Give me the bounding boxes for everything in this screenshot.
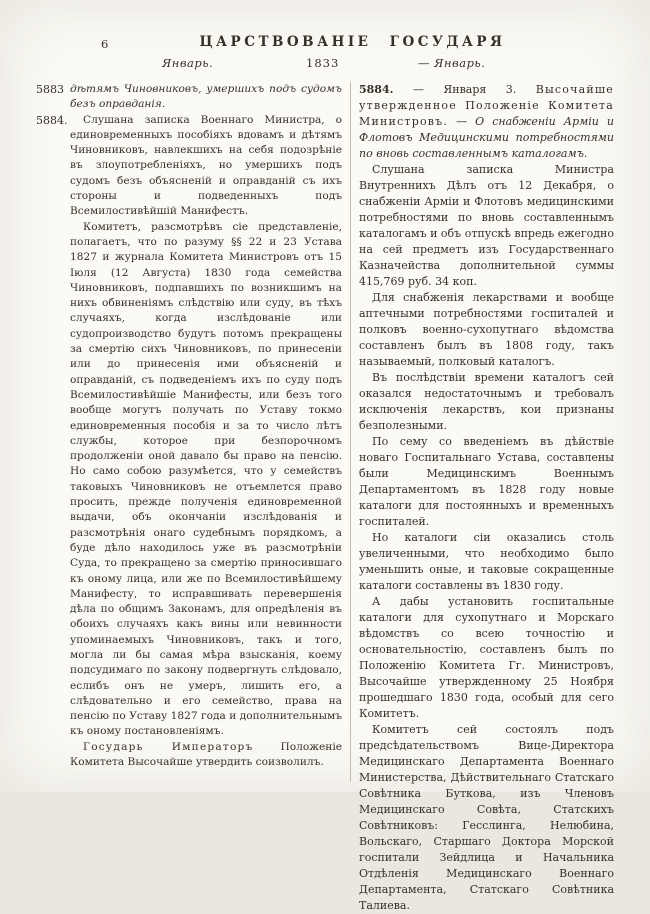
column-divider-rule <box>350 82 351 782</box>
entry-subtitle: — О снабженіи Арміи и Флотовъ Медицинскими потребностями по вновь составленнымъ каталогамъ. <box>359 115 614 160</box>
entry-date: — Января 3. <box>412 83 517 96</box>
paragraph <box>359 434 614 530</box>
month-right-label: — Январь. <box>418 56 486 70</box>
margin-entry-number-5883: 5883 <box>36 83 64 96</box>
paragraph <box>359 594 614 722</box>
paragraph-text: Положеніе Комитета Высочайше утвердить соизволилъ. <box>70 740 342 769</box>
page-number: 6 <box>101 37 109 51</box>
paragraph <box>70 220 342 740</box>
month-left-label: Январь. <box>162 56 214 70</box>
paragraph-text: Въ послѣдствіи времени каталогъ сей оказался недостаточнымъ и требовалъ исключенія лекарствъ, кои признаны безполезными. <box>359 371 614 432</box>
paragraph-text: А дабы установить госпитальные каталоги для сухопутнаго и Морскаго вѣдомствъ со всею точностію и основательностію, составленъ былъ по Положенію Комитета Гг. Министровъ, Высочайше утвержденному 25 Ноября прошедшаго 1830 года, особый для сего Комитетъ. <box>359 595 614 720</box>
text-columns <box>36 82 615 912</box>
paragraph <box>359 370 614 434</box>
paragraph <box>359 162 614 290</box>
paragraph-text: Комитетъ сей состоялъ подъ предсѣдательствомъ Вице-Директора Медицинскаго Департамента Военнаго Министерства, Дѣйствительнаго Статскаго Совѣтника Буткова, изъ Членовъ Медицинскаго Совѣта, Статскихъ Совѣтниковъ: Гесслинга, Нелюбина, Вольскаго, Старшаго Доктора Морской госпитали Зейдлица и Начальника Отдѣленія Медицинскаго Военнаго Департамента, Статскаго Совѣтника Талиева. <box>359 723 614 912</box>
margin-entry-number-5884: 5884. <box>36 113 68 127</box>
entry-title: Высочайше утвержденное Положеніе Комитета Министровъ. <box>359 83 615 128</box>
entry-5884-heading <box>359 82 614 162</box>
paragraph-text: Слушана записка Министра Внутреннихъ Дѣлъ отъ 12 Декабря, о снабженіи Арміи и Флотовъ медицинскими потребностями по вновь составленнымъ каталогамъ и объ отпускѣ впредь ежегодно на сей предметъ изъ Государственнаго Казначейства дополнительной суммы 415,769 руб. 34 коп. <box>359 163 614 288</box>
entry-5883-continuation <box>36 82 342 113</box>
paragraph-text: Для снабженія лекарствами и вообще аптечными потребностями госпиталей и полковъ военно-сухопутнаго вѣдомства составленъ былъ въ 1808 году, такъ называемый, полковый каталогъ. <box>359 291 614 368</box>
left-column <box>36 82 342 782</box>
paragraph-text: Слушана записка Военнаго Министра, о единовременныхъ пособіяхъ вдовамъ и дѣтямъ Чиновниковъ, навлекшихъ на себя подозрѣніе въ злоупотребленіяхъ, но умершихъ подъ судомъ безъ объясненій и оправданій съ ихъ стороны и подведенныхъ подъ Всемилостивѣйшій Манифестъ. <box>70 113 342 218</box>
paragraph <box>359 722 614 914</box>
paragraph-text: Комитетъ, разсмотрѣвъ сіе представленіе, полагаетъ, что по разуму §§ 22 и 23 Устава 1827 и журнала Комитета Министровъ отъ 15 Іюля (12 Августа) 1830 года семейства Чиновниковъ, подпавшихъ по возникшимъ на нихъ обвиненіямъ слѣдствію или суду, въ тѣхъ случаяхъ, когда изслѣдованіе или судопроизводство будутъ потомъ прекращены за смертію сихъ Чиновниковъ, по принесеніи или до принесенія ими объясненій и оправданій, съ подведеніемъ ихъ по суду подъ Всемилостивѣйшіе Манифесты, или безъ того вообще могутъ получать по Уставу токмо единовременныя пособія и за то число лѣтъ службы, которое при безпорочномъ продолженіи оной давало бы право на пенсію. Но само собою разумѣется, что у семействъ таковыхъ Чиновниковъ не отъемлется право просить, прежде полученія единовременной выдачи, объ окончаніи изслѣдованія и разсмотрѣнія онаго судебнымъ порядкомъ, а буде дѣло находилось уже въ разсмотрѣніи Суда, то прекращено за смертію приносившаго къ оному лица, или же по Всемилостивѣйшему Манифесту, то исправшивать перевершенія дѣла по общимъ Законамъ, для опредѣленія въ обоихъ случаяхъ какъ вины или невинности упоминаемыхъ Чиновниковъ, такъ и того, могла ли бы самая мѣра взысканія, коему подсудимаго по закону подвергнуть слѣдовало, еслибъ онъ не умеръ, лишить его, а слѣдовательно и его семейство, права на пенсію по Уставу 1827 года и дополнительнымъ къ оному постановленіямъ. <box>70 220 342 738</box>
paragraph <box>359 530 614 594</box>
paragraph <box>359 290 614 370</box>
paragraph-text: По сему со введеніемъ въ дѣйствіе новаго Госпитальнаго Устава, составлены были Медицинскимъ Военнымъ Департаментомъ въ 1828 году новые каталоги для постоянныхъ и временныхъ госпиталей. <box>359 435 614 528</box>
right-column <box>359 82 615 912</box>
continuation-text: дѣтямъ Чиновниковъ, умершихъ подъ судомъ безъ оправданія. <box>70 83 342 111</box>
paragraph <box>36 113 342 220</box>
entry-number: 5884. <box>359 83 394 96</box>
resolution-paragraph <box>70 740 342 771</box>
emphasized-text: Государь Императоръ <box>83 740 254 753</box>
paragraph-text: Но каталоги сіи оказались столь увеличенными, что необходимо было уменьшить оные, и таковые сокращенные каталоги составлены въ 1830 году. <box>359 531 614 592</box>
year-label: 1833 <box>306 56 340 70</box>
page-title: ЦАРСТВОВАНІЕ ГОСУДАРЯ <box>199 34 506 50</box>
